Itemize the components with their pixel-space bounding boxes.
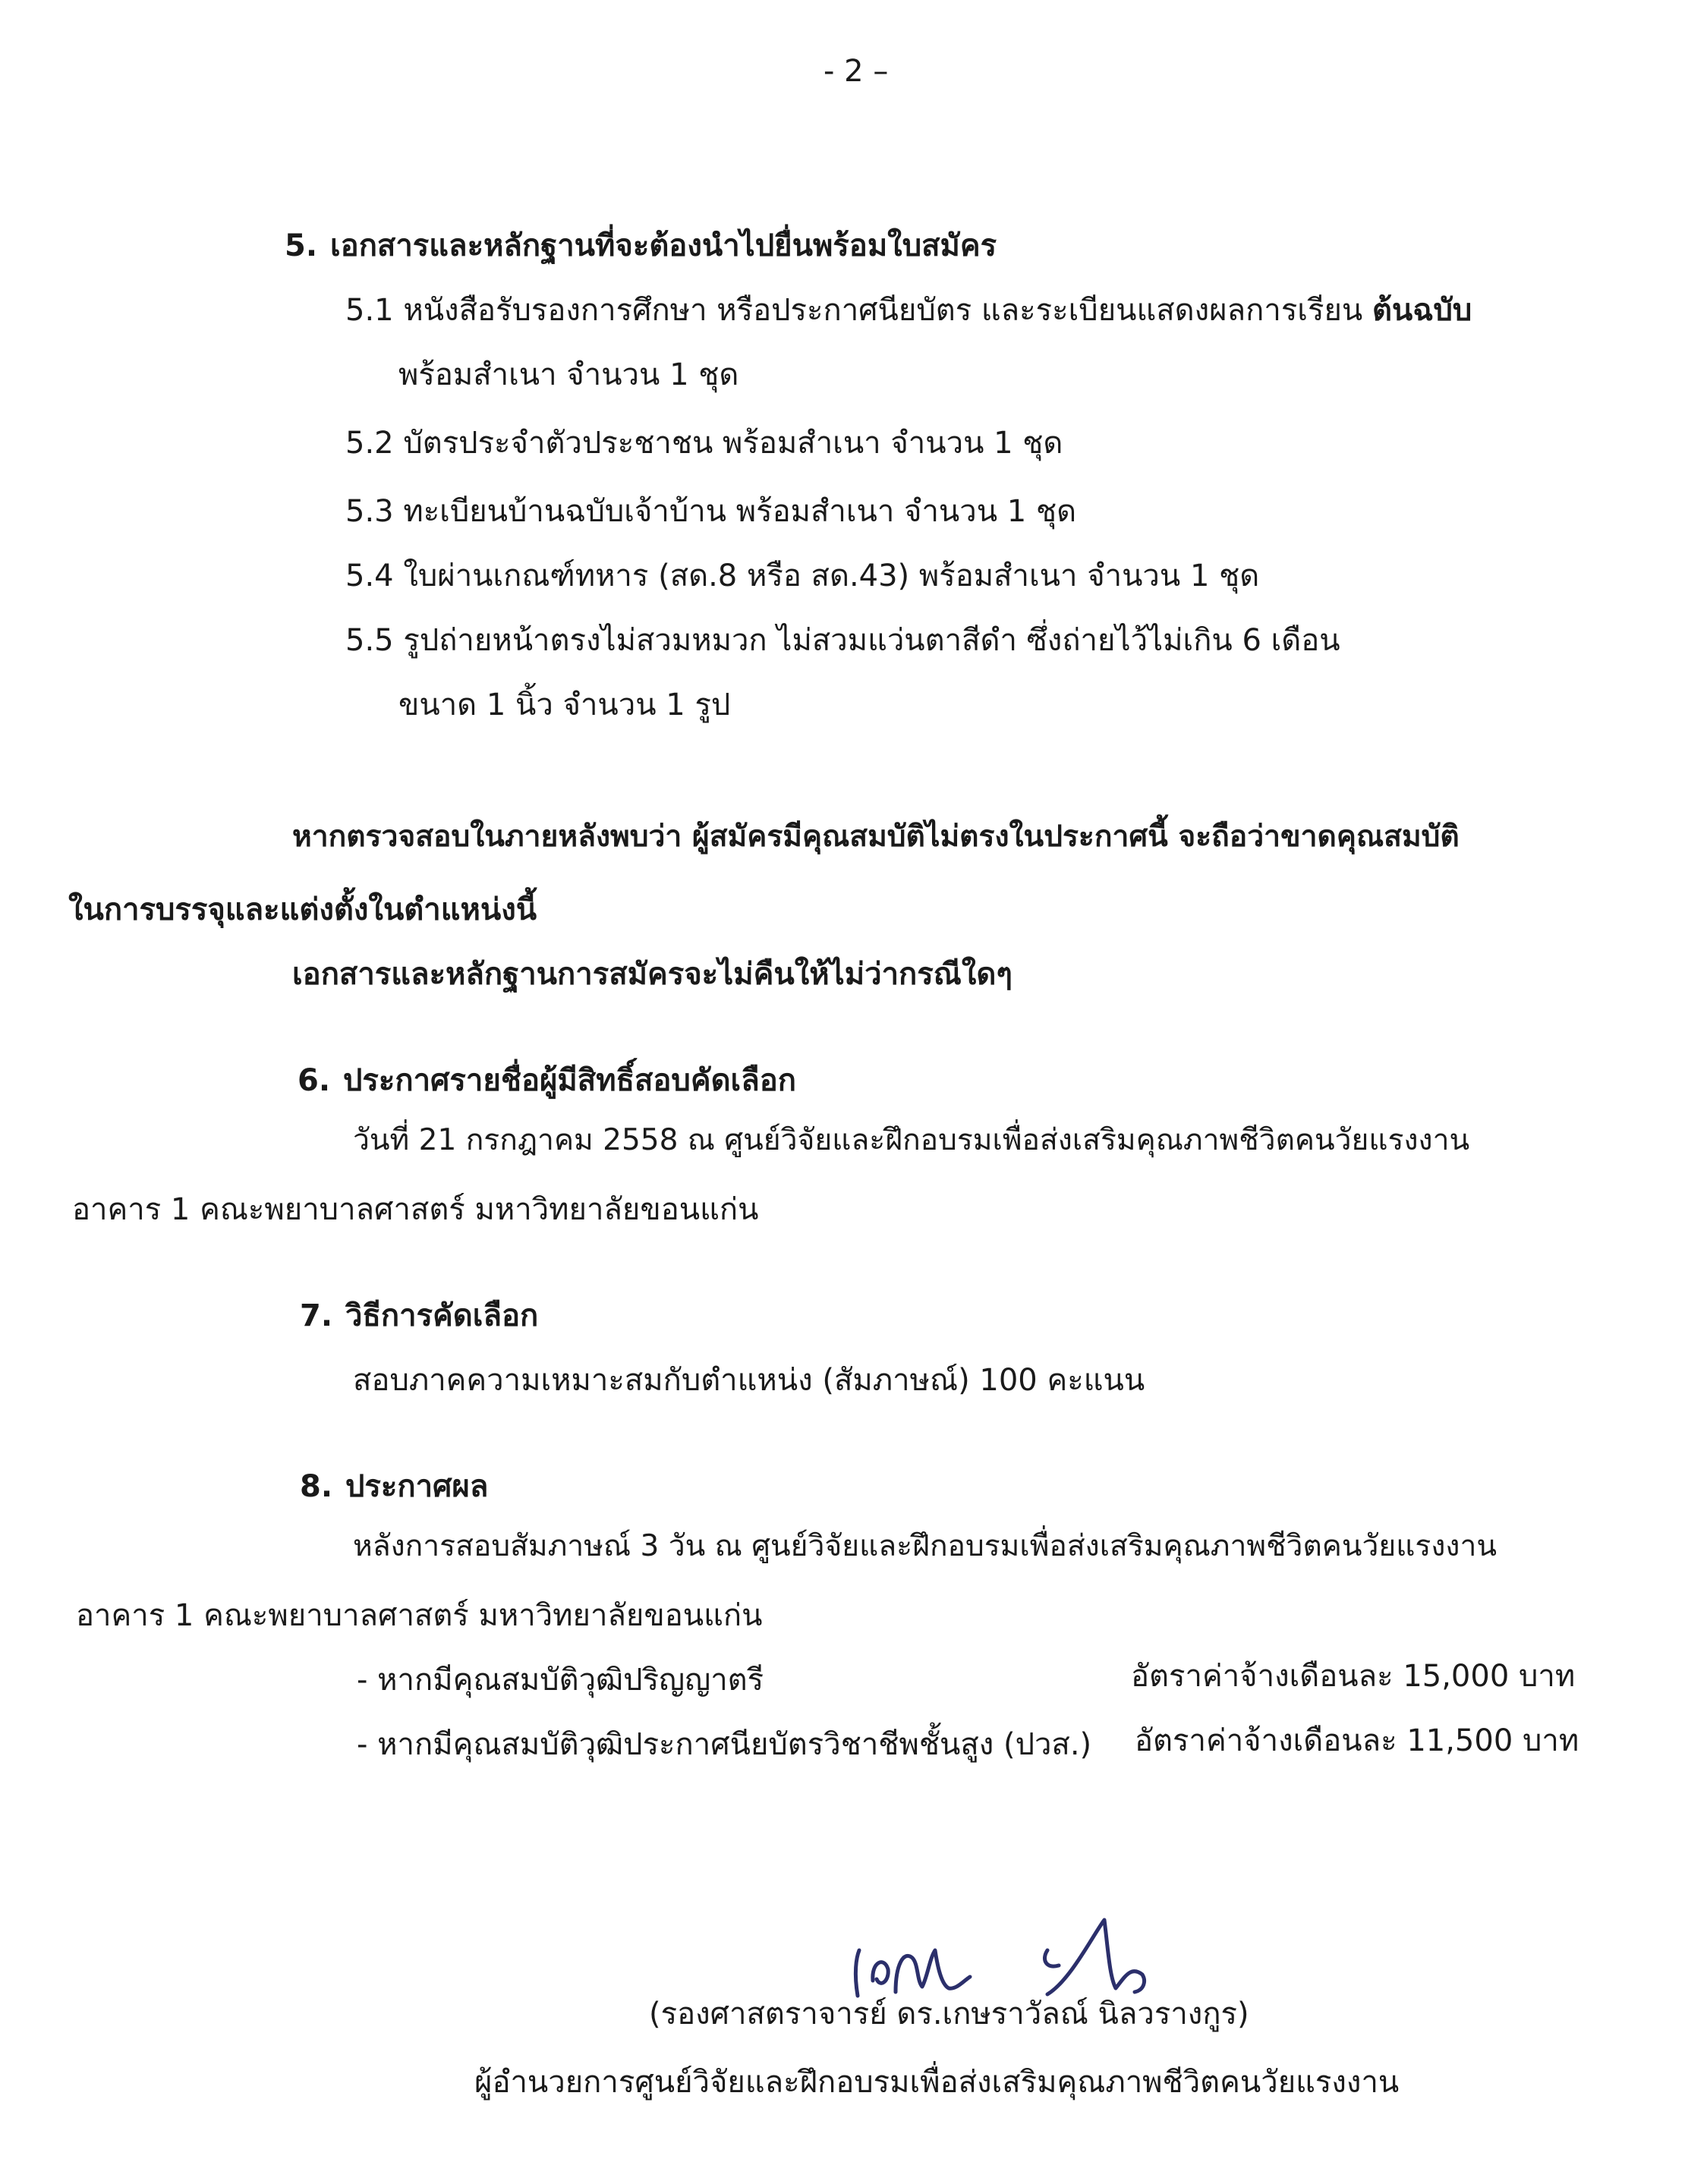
section-8-number: 8.: [300, 1469, 333, 1504]
section-7-heading: [300, 1298, 538, 1334]
page-number: - 2 –: [824, 54, 889, 89]
section-8-line2: อาคาร 1 คณะพยาบาลศาสตร์ มหาวิทยาลัยขอนแก่น: [76, 1598, 763, 1633]
rate-1-label: - หากมีคุณสมบัติวุฒิปริญญาตรี: [357, 1663, 764, 1698]
signatory-name: (รองศาสตราจารย์ ดร.เกษราวัลณ์ นิลวรางกูร): [649, 1997, 1249, 2031]
section-8-heading: [300, 1468, 488, 1505]
item-5-5-line2: ขนาด 1 นิ้ว จำนวน 1 รูป: [398, 688, 731, 722]
item-5-5-line1: 5.5 รูปถ่ายหน้าตรงไม่สวมหมวก ไม่สวมแว่นตาสีดำ ซึ่งถ่ายไว้ไม่เกิน 6 เดือน: [345, 623, 1340, 658]
section-8-line1: หลังการสอบสัมภาษณ์ 3 วัน ณ ศูนย์วิจัยและฝึกอบรมเพื่อส่งเสริมคุณภาพชีวิตคนวัยแรงงาน: [353, 1529, 1497, 1563]
notice-line3: เอกสารและหลักฐานการสมัครจะไม่คืนให้ไม่ว่ากรณีใดๆ: [292, 957, 1012, 992]
section-6-heading: [298, 1062, 796, 1099]
signatory-position: ผู้อำนวยการศูนย์วิจัยและฝึกอบรมเพื่อส่งเสริมคุณภาพชีวิตคนวัยแรงงาน: [474, 2065, 1400, 2100]
item-5-4: 5.4 ใบผ่านเกณฑ์ทหาร (สด.8 หรือ สด.43) พร้อมสำเนา จำนวน 1 ชุด: [345, 559, 1260, 593]
item-5-1-bold-text: ต้นฉบับ: [1372, 293, 1472, 328]
item-5-1-line2: พร้อมสำเนา จำนวน 1 ชุด: [398, 357, 739, 392]
section-5-heading: [285, 228, 997, 264]
rate-2-label: - หากมีคุณสมบัติวุฒิประกาศนียบัตรวิชาชีพชั้นสูง (ปวส.): [357, 1727, 1092, 1762]
item-5-3: 5.3 ทะเบียนบ้านฉบับเจ้าบ้าน พร้อมสำเนา จำนวน 1 ชุด: [345, 494, 1077, 529]
section-7-line1: สอบภาคความเหมาะสมกับตำแหน่ง (สัมภาษณ์) 100 คะแนน: [353, 1363, 1145, 1398]
section-5-number: 5.: [285, 228, 318, 263]
section-5-title: เอกสารและหลักฐานที่จะต้องนำไปยื่นพร้อมใบสมัคร: [330, 228, 997, 263]
rate-2-value: อัตราค่าจ้างเดือนละ 11,500 บาท: [1135, 1723, 1579, 1758]
item-5-1-text: 5.1 หนังสือรับรองการศึกษา หรือประกาศนียบัตร และระเบียนแสดงผลการเรียน: [345, 293, 1363, 328]
rate-1-value: อัตราค่าจ้างเดือนละ 15,000 บาท: [1131, 1659, 1576, 1694]
section-6-number: 6.: [298, 1063, 331, 1098]
signature-image: [842, 1905, 1161, 2003]
section-6-line2: อาคาร 1 คณะพยาบาลศาสตร์ มหาวิทยาลัยขอนแก่น: [72, 1192, 759, 1227]
notice-line1: หากตรวจสอบในภายหลังพบว่า ผู้สมัครมีคุณสมบัติไม่ตรงในประกาศนี้ จะถือว่าขาดคุณสมบัติ: [292, 820, 1460, 854]
item-5-1-line1: [345, 292, 1472, 329]
section-8-title: ประกาศผล: [345, 1469, 489, 1504]
notice-line2: ในการบรรจุและแต่งตั้งในตำแหน่งนี้: [68, 892, 537, 927]
section-6-title: ประกาศรายชื่อผู้มีสิทธิ์สอบคัดเลือก: [343, 1063, 796, 1098]
section-7-title: วิธีการคัดเลือก: [345, 1298, 539, 1333]
section-7-number: 7.: [300, 1298, 333, 1333]
section-6-line1: วันที่ 21 กรกฎาคม 2558 ณ ศูนย์วิจัยและฝึกอบรมเพื่อส่งเสริมคุณภาพชีวิตคนวัยแรงงาน: [353, 1123, 1470, 1157]
item-5-2: 5.2 บัตรประจำตัวประชาชน พร้อมสำเนา จำนวน 1 ชุด: [345, 426, 1063, 461]
